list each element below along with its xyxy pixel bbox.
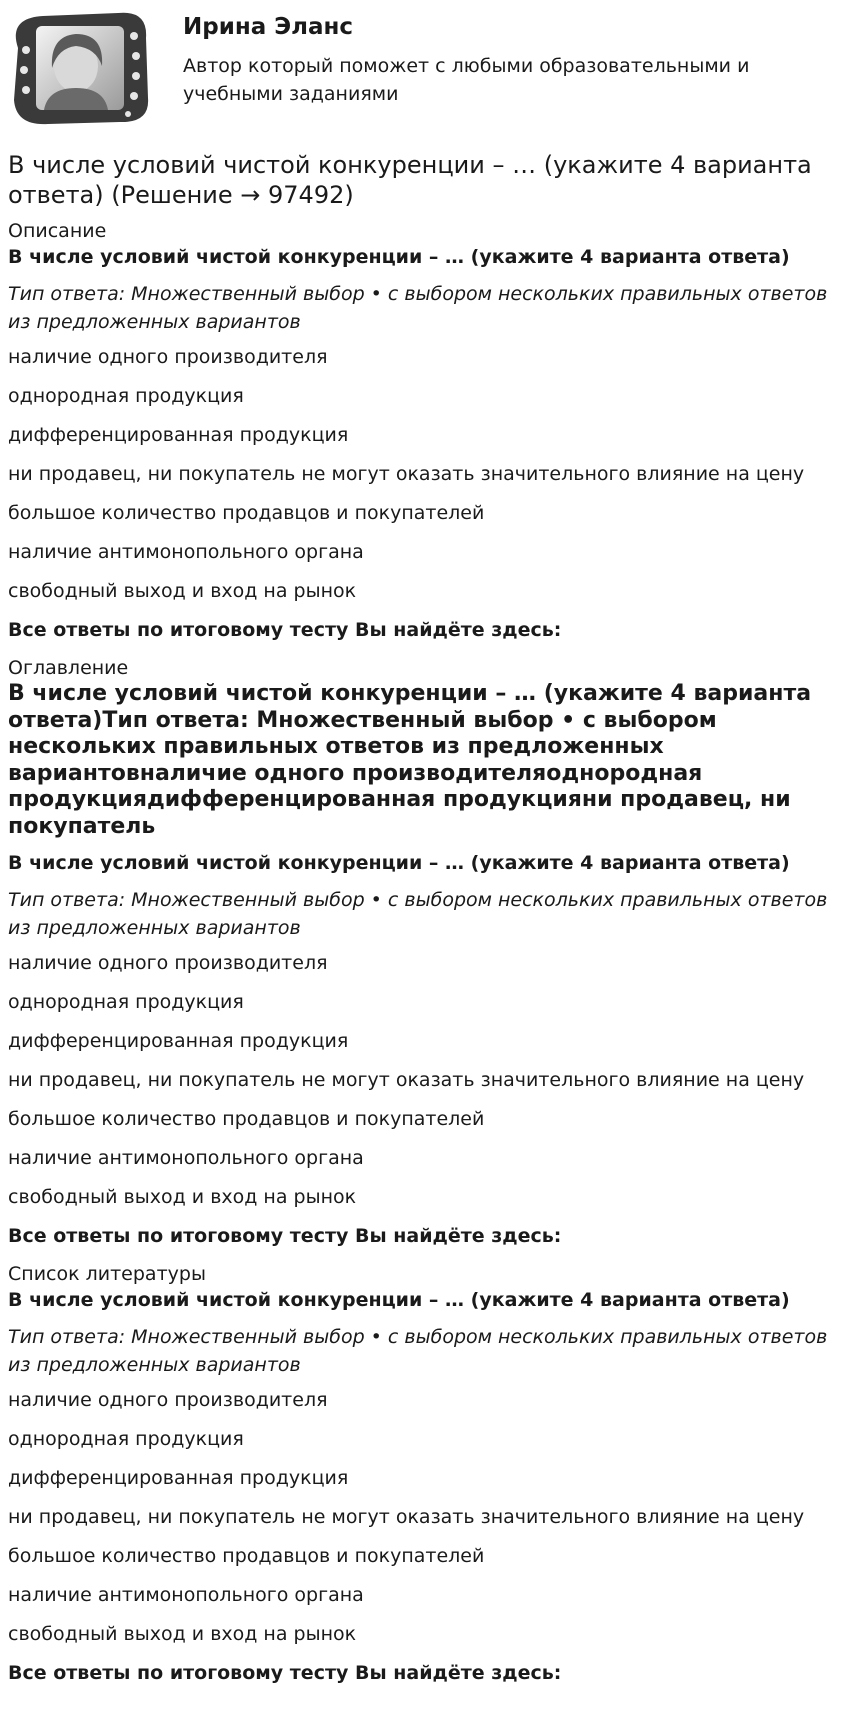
- author-name: Ирина Эланс: [183, 14, 354, 40]
- question-type: Тип ответа: Множественный выбор • с выбором нескольких правильных ответов из предложенных вариантов: [8, 1326, 828, 1376]
- answer-option: ни продавец, ни покупатель не могут оказать значительного влияние на цену: [8, 1069, 805, 1091]
- answer-option: однородная продукция: [8, 991, 244, 1013]
- question-title: В числе условий чистой конкуренции – … (укажите 4 варианта ответа): [8, 1289, 790, 1311]
- contents-section: [8, 655, 839, 1249]
- answer-option: однородная продукция: [8, 385, 244, 407]
- answers-note: Все ответы по итоговому тесту Вы найдёте здесь:: [8, 1225, 562, 1247]
- answer-option: большое количество продавцов и покупателей: [8, 1545, 485, 1567]
- answer-option: однородная продукция: [8, 1428, 244, 1450]
- author-card: [8, 0, 839, 132]
- references-section: [8, 1261, 839, 1686]
- answer-option: дифференцированная продукция: [8, 1030, 349, 1052]
- answer-option: дифференцированная продукция: [8, 1467, 349, 1489]
- description-section: [8, 218, 839, 643]
- section-label-description: Описание: [8, 220, 107, 242]
- answer-option: ни продавец, ни покупатель не могут оказать значительного влияние на цену: [8, 463, 805, 485]
- answer-option: наличие одного производителя: [8, 952, 328, 974]
- answer-option: большое количество продавцов и покупателей: [8, 1108, 485, 1130]
- answer-option: наличие одного производителя: [8, 346, 328, 368]
- section-label-contents: Оглавление: [8, 657, 129, 679]
- answer-option: свободный выход и вход на рынок: [8, 580, 357, 602]
- toc-heading: В числе условий чистой конкуренции – … (укажите 4 варианта ответа)Тип ответа: Множественный выбор • с выбором нескольких правильных ответов из предложенных вариантовналичие одного производителяоднородная продукциядифференцированная продукцияни продавец, ни покупатель: [8, 681, 812, 839]
- page-title: В числе условий чистой конкуренции – … (укажите 4 варианта ответа) (Решение → 97492): [8, 151, 812, 209]
- answer-option: наличие антимонопольного органа: [8, 541, 364, 563]
- answer-option: ни продавец, ни покупатель не могут оказать значительного влияние на цену: [8, 1506, 805, 1528]
- author-avatar: [8, 8, 153, 128]
- author-description: Автор который поможет с любыми образовательными и учебными заданиями: [183, 55, 750, 105]
- answer-option: наличие одного производителя: [8, 1389, 328, 1411]
- author-info: [183, 8, 763, 108]
- answer-option: свободный выход и вход на рынок: [8, 1186, 357, 1208]
- question-type: Тип ответа: Множественный выбор • с выбором нескольких правильных ответов из предложенных вариантов: [8, 889, 828, 939]
- answer-option: наличие антимонопольного органа: [8, 1147, 364, 1169]
- answer-option: наличие антимонопольного органа: [8, 1584, 364, 1606]
- answers-note: Все ответы по итоговому тесту Вы найдёте здесь:: [8, 619, 562, 641]
- answer-option: дифференцированная продукция: [8, 424, 349, 446]
- answer-option: большое количество продавцов и покупателей: [8, 502, 485, 524]
- question-title: В числе условий чистой конкуренции – … (укажите 4 варианта ответа): [8, 246, 790, 268]
- answer-option: свободный выход и вход на рынок: [8, 1623, 357, 1645]
- question-title: В числе условий чистой конкуренции – … (укажите 4 варианта ответа): [8, 852, 790, 874]
- section-label-references: Список литературы: [8, 1263, 206, 1285]
- answers-note: Все ответы по итоговому тесту Вы найдёте здесь:: [8, 1662, 562, 1684]
- question-type: Тип ответа: Множественный выбор • с выбором нескольких правильных ответов из предложенных вариантов: [8, 283, 828, 333]
